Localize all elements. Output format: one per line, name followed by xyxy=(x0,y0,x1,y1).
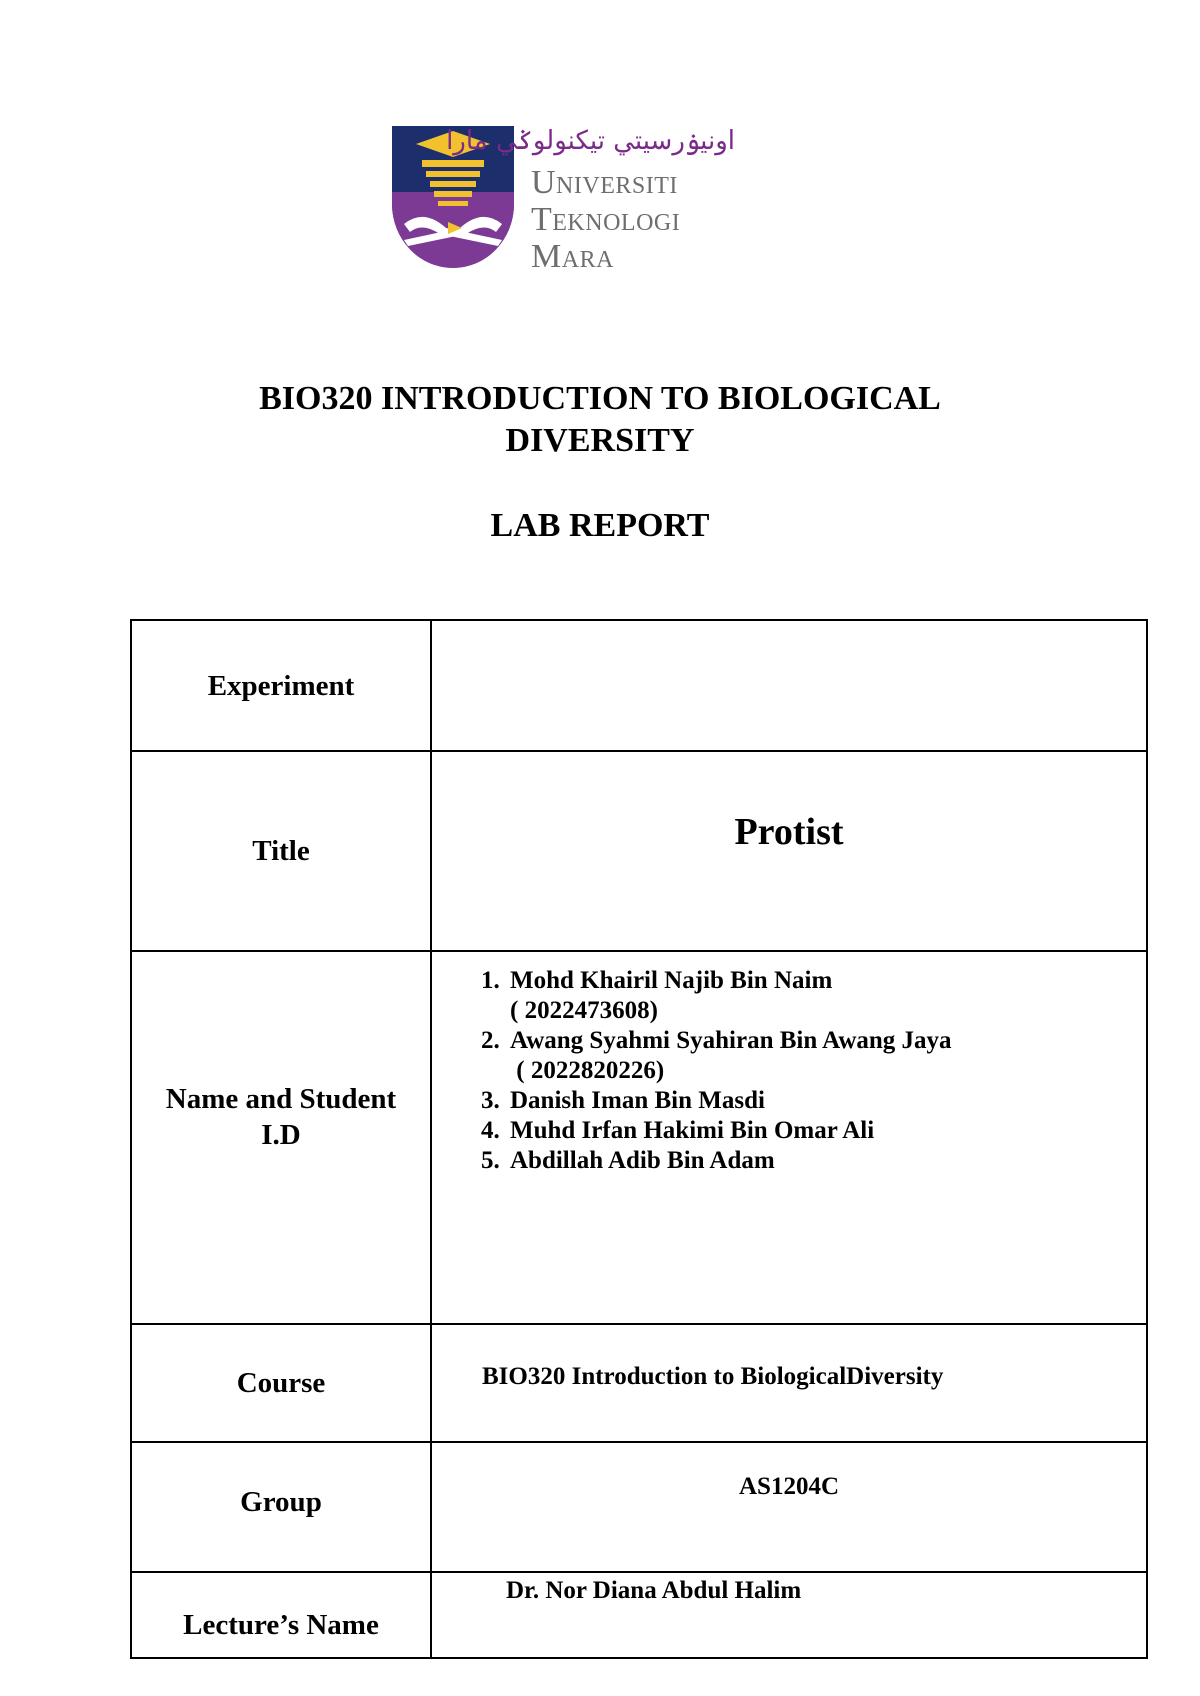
university-wordmark xyxy=(531,164,751,275)
member-item xyxy=(506,1146,1146,1176)
course-title xyxy=(0,378,1200,462)
wordmark-line-1: Universiti xyxy=(531,164,678,201)
group-row xyxy=(131,1442,1147,1572)
course-value-cell xyxy=(431,1324,1147,1442)
member-item xyxy=(506,966,1146,1026)
member-name: Danish Iman Bin Masdi xyxy=(510,1087,765,1114)
lecturer-value-cell xyxy=(431,1572,1147,1658)
lecturer-value: Dr. Nor Diana Abdul Halim xyxy=(506,1577,802,1604)
experiment-label: Experiment xyxy=(207,669,355,702)
experiment-label-cell xyxy=(131,620,431,751)
lecturer-row xyxy=(131,1572,1147,1658)
member-item xyxy=(506,1086,1146,1116)
member-id: ( 2022473608) xyxy=(510,997,658,1024)
member-name: Muhd Irfan Hakimi Bin Omar Ali xyxy=(510,1117,875,1144)
lecturer-label: Lecture’s Name xyxy=(183,1609,379,1641)
name-label: Name and Student I.D xyxy=(165,1083,397,1151)
name-label-cell xyxy=(131,951,431,1324)
member-list xyxy=(432,966,1146,1176)
course-row xyxy=(131,1324,1147,1442)
course-title-line-2: DIVERSITY xyxy=(505,422,695,459)
cover-details-table xyxy=(130,619,1148,1659)
members-cell xyxy=(431,951,1147,1324)
wordmark-line-3: Mara xyxy=(531,238,614,275)
member-item xyxy=(506,1116,1146,1146)
course-label: Course xyxy=(236,1367,326,1399)
group-label: Group xyxy=(240,1486,322,1518)
course-label-cell xyxy=(131,1324,431,1442)
jawi-wordmark: اونيۏرسيتي تيکنولوݢي مارا xyxy=(446,126,735,156)
report-title: LAB REPORT xyxy=(490,507,710,544)
title-label-cell xyxy=(131,751,431,951)
uitm-logo xyxy=(390,124,750,274)
group-value-cell xyxy=(431,1442,1147,1572)
member-item xyxy=(506,1026,1146,1086)
title-value: Protist xyxy=(734,811,844,853)
experiment-row xyxy=(131,620,1147,751)
title-row xyxy=(131,751,1147,951)
member-name: Awang Syahmi Syahiran Bin Awang Jaya xyxy=(510,1027,952,1054)
member-name: Mohd Khairil Najib Bin Naim xyxy=(510,967,833,994)
title-value-cell xyxy=(431,751,1147,951)
members-row xyxy=(131,951,1147,1324)
experiment-value xyxy=(431,620,1147,751)
member-name: Abdillah Adib Bin Adam xyxy=(510,1147,775,1174)
member-id: ( 2022820226) xyxy=(510,1057,665,1084)
group-label-cell xyxy=(131,1442,431,1572)
title-label: Title xyxy=(252,835,310,867)
course-value: BIO320 Introduction to BiologicalDiversity xyxy=(482,1363,944,1390)
lecturer-label-cell xyxy=(131,1572,431,1658)
wordmark-line-2: Teknologi xyxy=(531,201,681,238)
course-title-line-1: BIO320 INTRODUCTION TO BIOLOGICAL xyxy=(259,380,941,417)
group-value: AS1204C xyxy=(738,1473,839,1500)
